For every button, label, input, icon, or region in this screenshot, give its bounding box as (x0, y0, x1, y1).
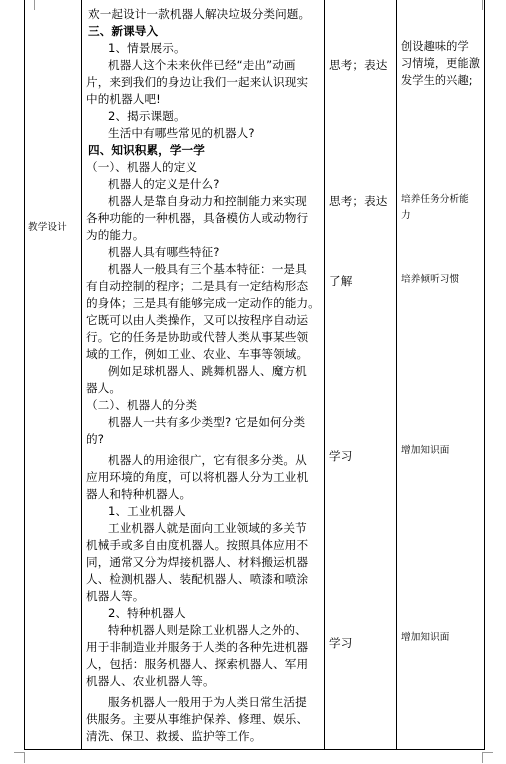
content-line: 人、检测机器人、装配机器人、喷漆和喷涂 (86, 572, 309, 586)
table-col2-border (324, 0, 325, 750)
content-line: 机器人等。 (86, 589, 145, 603)
content-line: 器人和特种机器人。 (86, 487, 192, 501)
design-intent-line: 增加知识面 (401, 445, 450, 456)
crop-mark-bottom-left (14, 752, 25, 763)
content-line: 片，来到我们的身边让我们一起来认识现实 (86, 75, 309, 89)
content-heading: 三、新课导入 (88, 24, 159, 38)
content-line: 服务机器人一般用于为人类日常生活提 (108, 695, 307, 709)
content-line: 生活中有哪些常见的机器人? (108, 126, 255, 140)
content-line: 欢一起设计一款机器人解决垃圾分类问题。 (88, 7, 311, 21)
content-line: 机器人是靠自身动力和控制能力来实现 (108, 194, 307, 208)
content-line: 机器人这个未来伙伴已经“走出”动画 (108, 58, 296, 72)
content-line: 2、揭示课题。 (108, 109, 186, 123)
design-intent-line: 创设趣味的学 (401, 40, 469, 53)
content-line: 的? (86, 432, 104, 446)
content-line: 清洗、保卫、救援、监护等工作。 (86, 729, 262, 743)
content-line: 用于非制造业并服务于人类的各种先进机器 (86, 640, 309, 654)
crop-mark-top-left (24, 0, 35, 10)
content-heading: 四、知识积累，学一学 (88, 143, 205, 157)
design-intent-line: 增加知识面 (401, 632, 450, 643)
design-intent-line: 培养倾听习惯 (401, 274, 460, 285)
content-line: 工业机器人就是面向工业领域的多关节 (108, 521, 307, 535)
content-line: 机器人的定义是什么? (108, 177, 220, 191)
content-column (84, 0, 322, 748)
content-line: 中的机器人吧! (86, 92, 161, 106)
crop-mark-bottom-right (482, 752, 493, 763)
content-line: 机器人具有哪些特征? (108, 245, 220, 259)
content-line: （一）、机器人的定义 (86, 160, 198, 174)
content-line: 域的工作，例如工业、农业、车事等领域。 (86, 347, 309, 361)
content-line: 机器人一般具有三个基本特征：一是具 (108, 262, 307, 276)
content-line: 机械手或多自由度机器人。按照具体应用不 (86, 538, 309, 552)
content-line: 供服务。主要从事维护保养、修理、娱乐、 (86, 712, 309, 726)
content-line: 特种机器人则是除工业机器人之外的、 (108, 623, 307, 637)
content-line: 2、特种机器人 (108, 606, 186, 620)
design-intent-line: 发学生的兴趣; (401, 74, 473, 87)
content-line: 器人。 (86, 381, 122, 395)
content-line: 机器人一共有多少类型? 它是如何分类 (108, 415, 306, 429)
table-left-border (24, 0, 25, 750)
content-line: 1、工业机器人 (108, 504, 186, 518)
table-col1-border (81, 0, 82, 750)
content-line: 1、情景展示。 (108, 41, 186, 55)
content-line: 为的能力。 (86, 228, 145, 242)
content-line: 行。它的任务是协助或代替人类从事某些领 (86, 330, 309, 344)
student-activity: 思考；表达 (329, 194, 388, 208)
student-activity: 学习 (329, 636, 353, 650)
design-intent-line: 习情境，更能激 (401, 57, 481, 70)
content-line: 的身体；三是具有能够完成一定动作的能力。 (86, 296, 320, 310)
content-line: 它既可以由人类操作，又可以按程序自动运 (86, 313, 309, 327)
content-line: 应用环境的角度，可以将机器人分为工业机 (86, 470, 309, 484)
section-label: 教学设计 (28, 222, 67, 233)
table-col3-border (396, 0, 397, 750)
content-line: 同，通常又分为焊接机器人、材料搬运机器 (86, 555, 309, 569)
content-line: （二）、机器人的分类 (86, 398, 198, 412)
student-activity: 了解 (329, 274, 353, 288)
content-line: 各种功能的一种机器，具备模仿人或动物行 (86, 211, 309, 225)
student-activity: 思考；表达 (329, 58, 388, 72)
content-line: 人，包括：服务机器人、探索机器人、军用 (86, 657, 309, 671)
student-activity: 学习 (329, 449, 353, 463)
content-line: 机器人、农业机器人等。 (86, 674, 215, 688)
design-intent-line: 培养任务分析能 (401, 194, 469, 205)
table-bottom-border (24, 749, 485, 750)
content-line: 例如足球机器人、跳舞机器人、魔方机 (108, 364, 307, 378)
content-line: 机器人的用途很广，它有很多分类。从 (108, 453, 307, 467)
table-right-border (484, 0, 485, 750)
design-intent-line: 力 (401, 210, 411, 221)
content-line: 有自动控制的程序；二是具有一定结构形态 (86, 279, 309, 293)
